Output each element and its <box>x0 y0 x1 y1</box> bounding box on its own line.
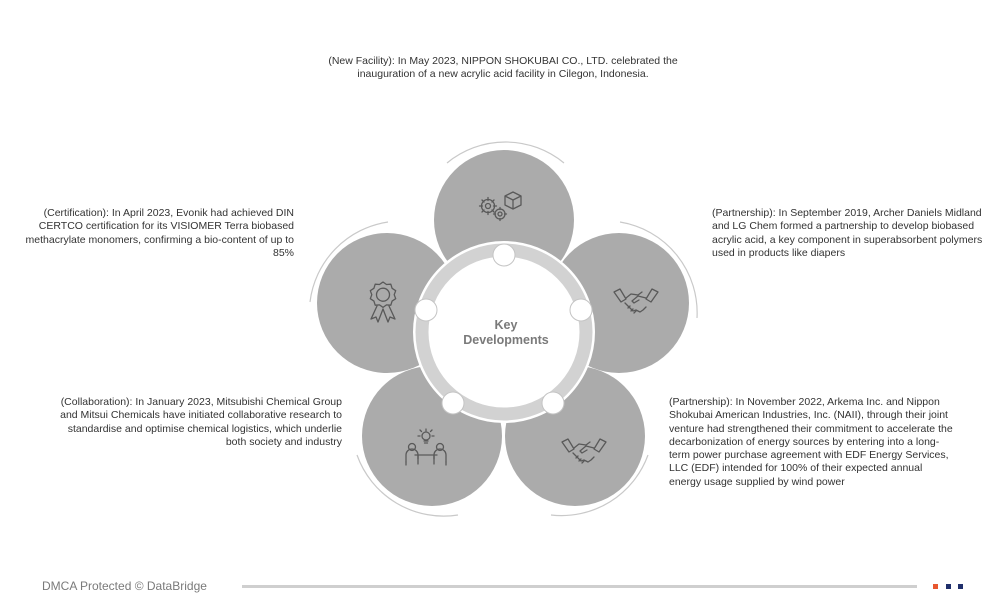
center-title <box>446 318 566 348</box>
connector-dot <box>442 392 464 414</box>
connector-dot <box>493 244 515 266</box>
footer-copyright: DMCA Protected © DataBridge <box>42 579 207 593</box>
footer-divider <box>242 585 917 588</box>
connector-dot <box>570 299 592 321</box>
center-title-line2: Developments <box>463 333 549 347</box>
footer-square-navy <box>958 584 963 589</box>
footer-square-orange <box>933 584 938 589</box>
certification-description: (Certification): In April 2023, Evonik had achieved DIN CERTCO certification for its VISIOMER Terra biobased methacrylate monomers, confirming a bio-content of up to 85% <box>25 207 294 259</box>
connector-dot <box>415 299 437 321</box>
partnership-adm-description: (Partnership): In September 2019, Archer Daniels Midland and LG Chem formed a partnership to develop biobased acrylic acid, a key component in superabsorbent polymers used in products like diapers <box>712 207 983 259</box>
connector-dot <box>542 392 564 414</box>
partnership-arkema-description: (Partnership): In November 2022, Arkema Inc. and Nippon Shokubai American Industries, Inc. (NAII), through their joint venture had strengthened their commitment to accelerate the decarbonization of energy sources by entering into a long-term power purchase agreement with EDF Energy Services, LLC (EDF) intended for 100% of their expected annual energy usage supplied by wind power <box>669 396 953 488</box>
collaboration-description: (Collaboration): In January 2023, Mitsubishi Chemical Group and Mitsui Chemicals have initiated collaborative research to standardise and optimise chemical logistics, which underlie both society and industry <box>60 396 342 448</box>
new-facility-description: (New Facility): In May 2023, NIPPON SHOKUBAI CO., LTD. celebrated the inauguration of a new acrylic acid facility in Cilegon, Indonesia. <box>328 55 678 81</box>
footer-square-navy <box>946 584 951 589</box>
center-title-line1: Key <box>494 318 518 332</box>
